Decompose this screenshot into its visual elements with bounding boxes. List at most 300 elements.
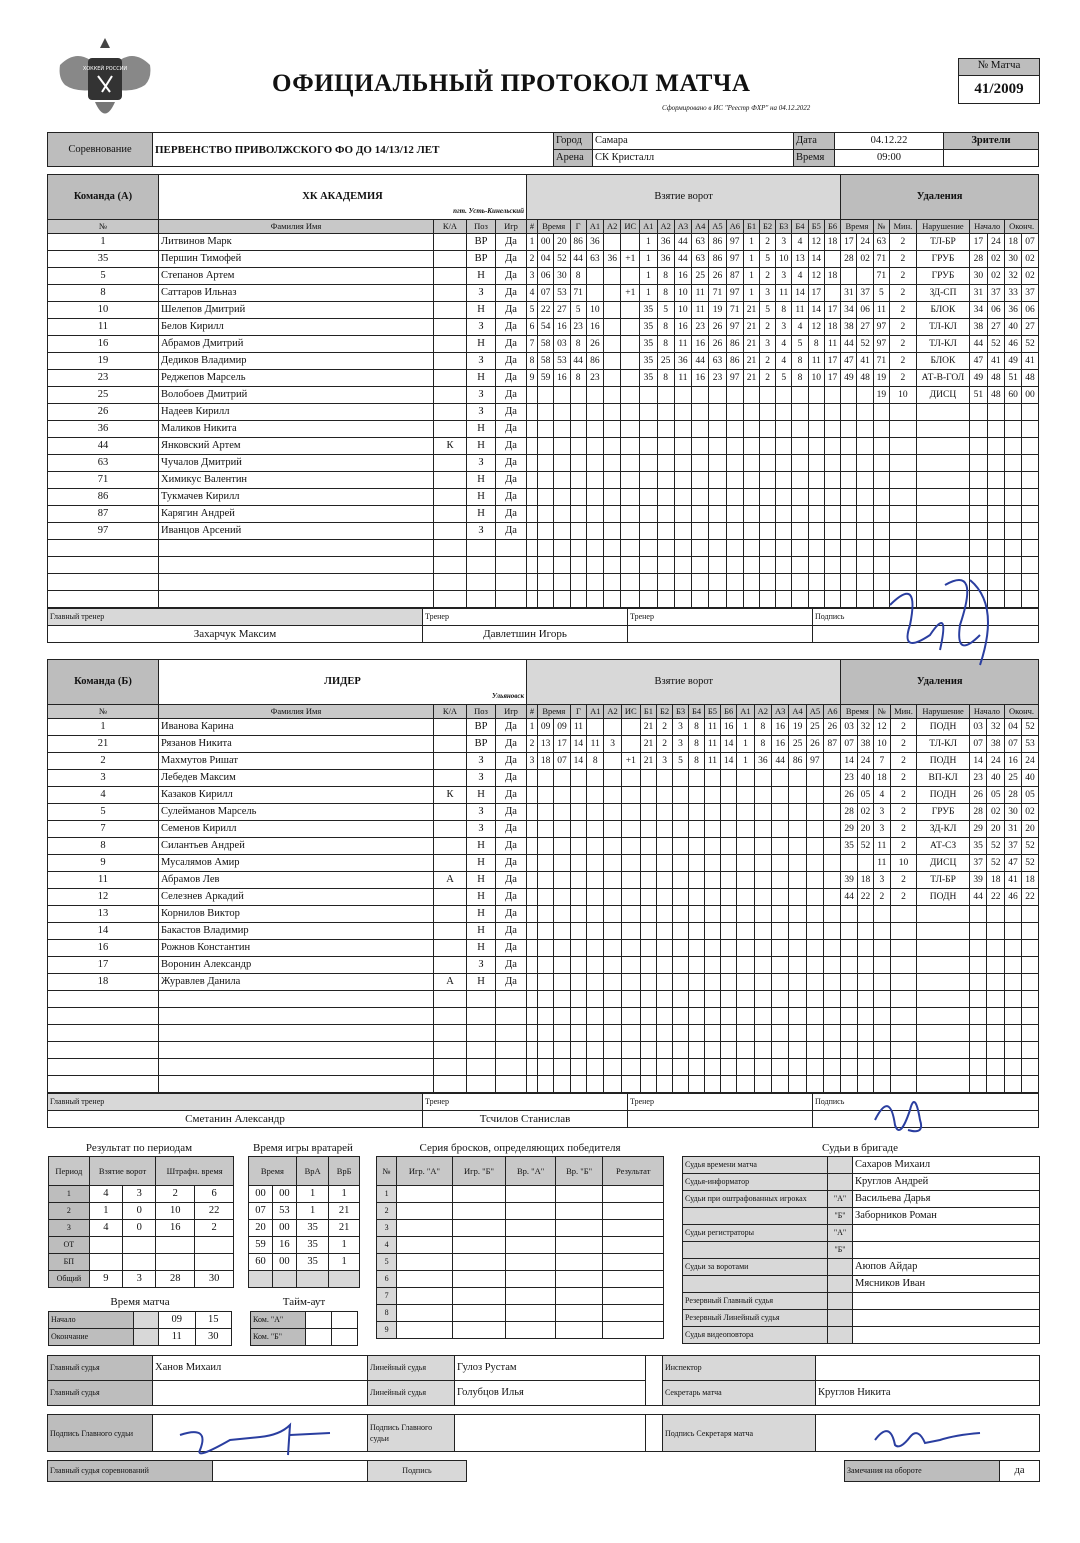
team_b-player-cell [434, 1042, 467, 1059]
team_b-goal-cell [806, 1076, 823, 1093]
team_a-goal-cell [709, 523, 726, 540]
team_b-player-cell [48, 1008, 159, 1025]
team_a-goal-cell [824, 540, 840, 557]
team_b-pen-cell [917, 991, 969, 1008]
team_a-goal-cell [692, 472, 709, 489]
team_a-player-cell [434, 557, 467, 574]
team_a-goal-cell [604, 591, 621, 608]
team_b-pen-cell [1021, 923, 1038, 940]
team_b-goal-cell [621, 906, 640, 923]
team_a-goal-cell: 8 [570, 336, 586, 353]
team_b-goal-cell [527, 872, 538, 889]
team_b-player-cell: Махмутов Ришат [159, 753, 434, 770]
team_b-goal-cell [806, 770, 823, 787]
team_a-goal-cell [537, 591, 553, 608]
team_b-goal-cell [824, 906, 841, 923]
team_a-goal-cell [527, 540, 538, 557]
team_b-goal-cell: 97 [806, 753, 823, 770]
team_b-goal-cell [806, 1025, 823, 1042]
team_a-player-cell: Н [467, 336, 496, 353]
brigade-person [853, 1242, 1040, 1259]
team_a-pen-cell: 63 [873, 234, 889, 251]
team_b-col-on1-5: Б6 [720, 705, 736, 719]
team_a-pen-cell [987, 404, 1005, 421]
team_a-pen-cell: 30 [1005, 251, 1022, 268]
team_b-col-goal-3: А1 [587, 705, 604, 719]
team_a-pen-cell: 00 [1022, 387, 1039, 404]
team_a-col-pen-1: № [873, 220, 889, 234]
team_a-row [48, 489, 1039, 506]
team_b-goal-cell [621, 736, 640, 753]
team_a-goal-cell [824, 574, 840, 591]
team_a-goal-cell [709, 387, 726, 404]
brigade-row [683, 1174, 1040, 1191]
team_b-player-cell: Да [496, 753, 527, 770]
team_a-goal-cell [792, 472, 808, 489]
goalie-cell: 35 [296, 1237, 329, 1254]
goalie-cell: 00 [272, 1220, 296, 1237]
team_b-goal-cell [704, 957, 720, 974]
team_a-pen-cell [916, 489, 969, 506]
team_a-pen-cell: 2 [890, 336, 917, 353]
team_b-pen-cell [874, 991, 890, 1008]
team_a-goal-cell [570, 540, 586, 557]
team_b-pen-cell: 07 [1005, 736, 1022, 753]
team_a-goal-cell [570, 523, 586, 540]
team_a-goal-cell [657, 557, 674, 574]
team_a-goal-cell [776, 574, 792, 591]
team_b-goal-cell [621, 1076, 640, 1093]
team_a-pen-cell: 47 [970, 353, 988, 370]
team_b-pen-cell [969, 1008, 987, 1025]
team_a-pen-cell: 02 [987, 251, 1005, 268]
team_a-pen-cell [916, 540, 969, 557]
team_b-goal-cell [789, 770, 806, 787]
team_b-goal-cell [789, 787, 806, 804]
team_b-pen-cell: ПОДН [917, 787, 969, 804]
team_b-pen-cell: 47 [1005, 855, 1022, 872]
team_a-goal-cell [674, 523, 691, 540]
team_a-goal-cell [808, 523, 824, 540]
period-cell: Общий [49, 1271, 90, 1288]
team_b-player-cell: 9 [48, 855, 159, 872]
team_b-goal-cell [772, 974, 789, 991]
shootout-cell [452, 1186, 506, 1203]
team_b-goal-cell [737, 1025, 754, 1042]
team_a-goal-cell [604, 319, 621, 336]
team_b-goal-cell [737, 1076, 754, 1093]
team_b-goal-cell [754, 1008, 771, 1025]
team_b-goal-cell [789, 821, 806, 838]
team_b-goal-cell [806, 855, 823, 872]
team_b-player-cell [434, 855, 467, 872]
team_a-goal-cell [640, 438, 657, 455]
team_b-pen-cell [857, 1008, 873, 1025]
match-time-table [48, 1311, 232, 1346]
period-cell: 0 [123, 1220, 156, 1237]
team_a-col-on2-0: Б1 [743, 220, 759, 234]
shootout-cell [452, 1305, 506, 1322]
team_b-goal-cell [824, 1008, 841, 1025]
team_a-pen-cell [873, 421, 889, 438]
team_b-goal-cell [772, 1059, 789, 1076]
team_b-pen-cell: 39 [969, 872, 987, 889]
team_a-pen-cell [916, 404, 969, 421]
team_a-col-on1-4: А5 [709, 220, 726, 234]
match-number-label: № Матча [959, 59, 1039, 76]
team_b-goal-cell: 3 [673, 719, 689, 736]
team_a-goal-cell [824, 421, 840, 438]
team_a-goal-cell [824, 523, 840, 540]
team_b-col-goal-4: А2 [604, 705, 621, 719]
team_b-goal-cell [657, 821, 673, 838]
team_b-goal-cell [604, 719, 621, 736]
team_a-pen-cell [1005, 438, 1022, 455]
team_b-goal-cell [704, 906, 720, 923]
team_b-goal-cell [754, 991, 771, 1008]
team_a-goal-cell: 8 [657, 336, 674, 353]
team_b-pen-cell: 02 [987, 804, 1005, 821]
team_b-goal-cell: 36 [754, 753, 771, 770]
team_b-pen-cell [1005, 1042, 1022, 1059]
team_a-goal-cell [824, 387, 840, 404]
team_a-player-cell: Карягин Андрей [159, 506, 434, 523]
team_a-pen-cell: 27 [987, 319, 1005, 336]
team_b-goal-cell [604, 1042, 621, 1059]
team_a-goal-cell: 97 [726, 285, 743, 302]
team_b-goal-cell [657, 940, 673, 957]
team_a-goal-cell [570, 489, 586, 506]
goalie-row [249, 1203, 360, 1220]
team_a-goal-cell: 35 [640, 336, 657, 353]
shootout-cell [603, 1254, 664, 1271]
team_a-player-cell: Абрамов Дмитрий [159, 336, 434, 353]
brigade-person [853, 1293, 1040, 1310]
team_a-goal-cell [726, 506, 743, 523]
team_b-pen-cell: 05 [987, 787, 1005, 804]
team_b-pen-cell [917, 940, 969, 957]
team_b-col-player-1: Фамилия Имя [159, 705, 434, 719]
team_a-pen-cell: 48 [1022, 370, 1039, 387]
team_b-player-cell [434, 753, 467, 770]
team_b-pen-cell: 05 [1021, 787, 1038, 804]
team_a-pen-cell: 5 [873, 285, 889, 302]
team_b-goal-cell [737, 855, 754, 872]
team_a-goal-cell: 17 [824, 353, 840, 370]
team_b-player-cell: Да [496, 736, 527, 753]
team_b-pen-cell: 11 [874, 855, 890, 872]
team_b-row [48, 974, 1039, 991]
team_b-pen-cell [857, 855, 873, 872]
shootout-cell [397, 1203, 453, 1220]
team_b-goal-cell: 86 [789, 753, 806, 770]
team_a-goals-title: Взятие ворот [527, 175, 841, 220]
team_b-row [48, 770, 1039, 787]
team_a-goal-cell [824, 472, 840, 489]
team_b-pen-cell: 18 [857, 872, 873, 889]
team_b-goal-cell [673, 787, 689, 804]
team_b-goal-cell [587, 906, 604, 923]
goalie-cell: 35 [296, 1220, 329, 1237]
team_b-player-cell: Казаков Кирилл [159, 787, 434, 804]
team_b-pen-cell: ПОДН [917, 719, 969, 736]
team_a-player-cell: Н [467, 302, 496, 319]
team_a-col-on1-1: А2 [657, 220, 674, 234]
team_a-goal-cell: 44 [570, 353, 586, 370]
team_a-goal-cell: 11 [674, 336, 691, 353]
team_a-goal-cell [657, 387, 674, 404]
inspector-label: Инспектор [663, 1356, 816, 1381]
period-cell: ОТ [49, 1237, 90, 1254]
team_a-pen-cell: 38 [841, 319, 857, 336]
team_a-pen-cell [841, 268, 857, 285]
team_b-pen-cell: 14 [969, 753, 987, 770]
team_b-goal-cell [720, 838, 736, 855]
team_b-goal-cell: 17 [554, 736, 570, 753]
team_a-goal-cell [709, 557, 726, 574]
team_b-pen-cell [857, 940, 873, 957]
team_a-goal-cell [824, 404, 840, 421]
team_a-goal-cell [743, 557, 759, 574]
team_b-pen-cell [890, 957, 917, 974]
team_b-pen-cell [1005, 1076, 1022, 1093]
team_a-goal-cell: 5 [776, 370, 792, 387]
team_a-goal-cell [760, 404, 776, 421]
team_b-goal-cell [704, 991, 720, 1008]
team_b-goal-cell: 21 [640, 719, 656, 736]
team_b-goal-cell [538, 1059, 554, 1076]
team_a-goal-cell [776, 506, 792, 523]
team_a-goal-cell: 86 [709, 251, 726, 268]
team_b-goal-cell [737, 1042, 754, 1059]
brigade-role: Судья видеоповтора [683, 1327, 828, 1344]
team_b-goal-cell: 14 [570, 736, 586, 753]
team_a-player-cell: ВР [467, 234, 496, 251]
goalie-cell: 20 [249, 1220, 273, 1237]
team_b-player-cell: 8 [48, 838, 159, 855]
spectators-label: Зрители [944, 133, 1039, 150]
team_b-goal-cell [689, 804, 705, 821]
team_a-pen-cell [841, 540, 857, 557]
period-row [49, 1186, 234, 1203]
team_b-goal-cell [673, 940, 689, 957]
team_b-goal-cell [789, 1008, 806, 1025]
team_b-pen-cell [890, 1059, 917, 1076]
team_a-goal-cell [554, 591, 570, 608]
team_b-goal-cell [772, 855, 789, 872]
team_a-row [48, 438, 1039, 455]
team_b-goal-cell [772, 906, 789, 923]
team_b-goal-cell [754, 855, 771, 872]
team_b-pen-cell [841, 1025, 857, 1042]
team_b-goal-cell [737, 923, 754, 940]
team_b-pen-cell: 44 [841, 889, 857, 906]
end-label: Окончание [49, 1329, 134, 1346]
team_b-row [48, 753, 1039, 770]
team_a-goal-cell: 8 [570, 268, 586, 285]
team_a-pen-cell: 2 [890, 370, 917, 387]
team_b-pen-cell [917, 1025, 969, 1042]
team_a-pen-cell: 52 [857, 336, 873, 353]
team_a-pen-cell: 32 [1005, 268, 1022, 285]
team_b-pen-cell [1021, 1025, 1038, 1042]
team_a-pen-cell: 34 [970, 302, 988, 319]
team_a-goal-cell [621, 506, 640, 523]
team_a-goal-cell: 4 [792, 319, 808, 336]
shootout-row [377, 1305, 664, 1322]
team_b-row [48, 719, 1039, 736]
team_b-player-cell: 21 [48, 736, 159, 753]
team_a-col-player-2: К/А [434, 220, 467, 234]
shootout-row [377, 1203, 664, 1220]
team_a-player-cell: Н [467, 370, 496, 387]
team_b-row [48, 872, 1039, 889]
team_b-pen-cell [874, 906, 890, 923]
team_b-goal-cell [527, 1008, 538, 1025]
period-cell [123, 1254, 156, 1271]
team_b-pen-cell: 7 [874, 753, 890, 770]
team_b-pen-cell [1021, 1059, 1038, 1076]
team_b-pen-cell [917, 923, 969, 940]
svg-text:ХОККЕЙ РОССИИ: ХОККЕЙ РОССИИ [82, 66, 128, 72]
team_b-goal-cell [720, 991, 736, 1008]
team_b-goal-cell [689, 1076, 705, 1093]
team_b-goal-cell [673, 957, 689, 974]
team_a-goal-cell [792, 506, 808, 523]
team_a-goal-cell [604, 421, 621, 438]
team_a-goal-cell: 8 [527, 353, 538, 370]
team_b-goal-cell [621, 1025, 640, 1042]
team_b-pen-cell: 2 [890, 719, 917, 736]
team_a-player-cell: Да [496, 302, 527, 319]
team_a-goal-cell [640, 574, 657, 591]
team_b-col-player-3: Поз [467, 705, 496, 719]
team_b-pen-cell: 10 [874, 736, 890, 753]
main-ref-signature [170, 1405, 340, 1460]
team_b-goal-cell [554, 770, 570, 787]
team_a-goal-cell: 23 [570, 319, 586, 336]
team_b-player-cell [48, 1042, 159, 1059]
team_a-goal-cell: 35 [640, 353, 657, 370]
team_b-pen-cell [841, 855, 857, 872]
team_b-goal-cell [554, 1076, 570, 1093]
team_b-pen-cell: 29 [969, 821, 987, 838]
team_a-goal-cell [527, 455, 538, 472]
team_a-goal-cell [640, 421, 657, 438]
team_a-pen-cell: 10 [890, 387, 917, 404]
team_a-pen-cell: АТ-В-ГОЛ [916, 370, 969, 387]
team_a-goal-cell [726, 472, 743, 489]
team_b-pen-cell: 3 [874, 804, 890, 821]
period-cell [89, 1237, 122, 1254]
team_b-pen-cell [1005, 906, 1022, 923]
goalie-cell: 1 [329, 1254, 360, 1271]
team_a-table [47, 174, 1039, 608]
team_b-goal-cell [527, 889, 538, 906]
team_b-pen-cell [890, 923, 917, 940]
team_b-goal-cell [720, 940, 736, 957]
goalie-cell: 21 [329, 1220, 360, 1237]
team_b-pen-cell [1005, 957, 1022, 974]
team_b-pen-cell [857, 991, 873, 1008]
team_b-goal-cell [689, 1025, 705, 1042]
shootout-cell [452, 1322, 506, 1339]
team_b-pen-cell [874, 1042, 890, 1059]
team_b-player-cell: Да [496, 974, 527, 991]
team_a-goal-cell: +1 [621, 285, 640, 302]
team_b-goal-cell [554, 838, 570, 855]
team_b-col-player-2: К/А [434, 705, 467, 719]
team_a-goal-cell: 16 [674, 319, 691, 336]
team_b-col-on1-2: Б3 [673, 705, 689, 719]
team_a-goal-cell: 44 [570, 251, 586, 268]
team_b-goal-cell [689, 923, 705, 940]
team_a-goal-cell: 20 [554, 234, 570, 251]
team_b-pen-cell: 02 [857, 804, 873, 821]
team_a-goal-cell: 9 [527, 370, 538, 387]
team_a-player-cell: К [434, 438, 467, 455]
team_a-pen-cell [890, 438, 917, 455]
team_a-goal-cell [640, 455, 657, 472]
team_b-player-cell: З [467, 957, 496, 974]
team_a-player-cell [434, 455, 467, 472]
team_b-goal-cell [754, 872, 771, 889]
periods-title: Результат по периодам [85, 1142, 193, 1154]
team_a-goal-cell [527, 438, 538, 455]
team_b-goal-cell: 11 [587, 736, 604, 753]
goalie-cell: 21 [329, 1203, 360, 1220]
shootout-col-2: Игр. "Б" [452, 1157, 506, 1186]
team_b-player-cell: Да [496, 906, 527, 923]
team_a-goal-cell: 8 [776, 302, 792, 319]
shootout-num: 6 [377, 1271, 397, 1288]
team_a-pen-cell [890, 489, 917, 506]
team_b-pen-cell [987, 1042, 1005, 1059]
shootout-cell [397, 1254, 453, 1271]
team_a-goal-cell: 00 [537, 234, 553, 251]
team_b-name: ЛИДЕР [324, 676, 361, 687]
team_b-goal-cell [570, 923, 586, 940]
team_b-goal-cell [689, 906, 705, 923]
team_b-goal-cell [824, 940, 841, 957]
team_a-pen-cell [970, 421, 988, 438]
team_b-pen-cell: 03 [969, 719, 987, 736]
team_a-player-cell: 8 [48, 285, 159, 302]
team_a-pen-cell: ГРУБ [916, 251, 969, 268]
team_b-goal-cell [754, 804, 771, 821]
team_a-goal-cell [743, 472, 759, 489]
team_b-pen-cell: 2 [890, 889, 917, 906]
team_a-player-cell: Да [496, 438, 527, 455]
team_a-goal-cell [808, 421, 824, 438]
shootout-cell [397, 1288, 453, 1305]
team_b-goal-cell [570, 1042, 586, 1059]
team_b-goal-cell [538, 991, 554, 1008]
team_a-player-cell: З [467, 319, 496, 336]
team_a-pen-cell [890, 421, 917, 438]
goalie-cell: 00 [272, 1186, 296, 1203]
team_a-goal-cell: 63 [709, 353, 726, 370]
shootout-col-5: Результат [603, 1157, 664, 1186]
shootout-cell [555, 1237, 603, 1254]
team_a-player-cell: Да [496, 506, 527, 523]
team_a-goal-cell [554, 506, 570, 523]
team_a-goal-cell [743, 455, 759, 472]
team_a-player-cell [434, 472, 467, 489]
team_b-goal-cell [640, 1059, 656, 1076]
team_b-goal-cell: 3 [657, 753, 673, 770]
team_b-goal-cell [689, 872, 705, 889]
